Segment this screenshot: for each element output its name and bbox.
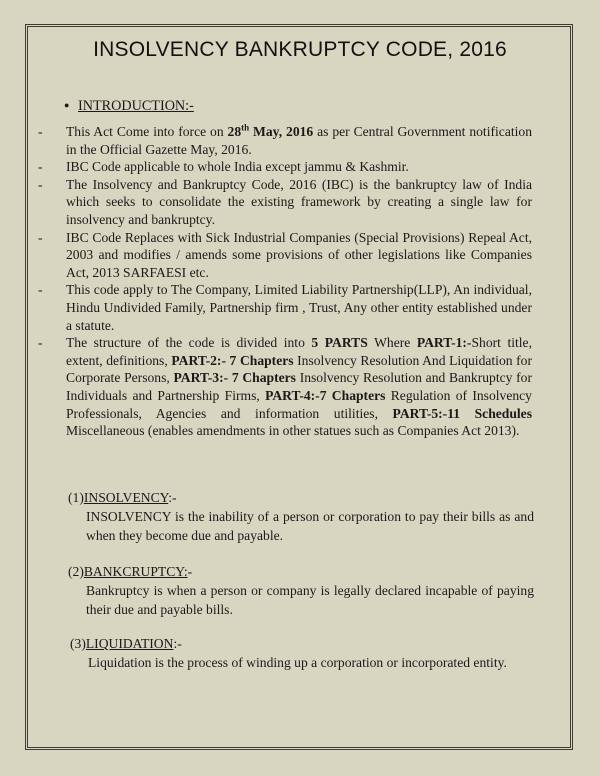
definition-number: (1) <box>68 490 84 505</box>
bullet-icon: ● <box>64 100 70 110</box>
item-text: The Insolvency and Bankruptcy Code, 2016 (IBC) is the bankruptcy law of India which seeks to consolidate the existing framework by creating a single law for insolvency and bankruptcy. <box>66 176 532 227</box>
definition-suffix: :- <box>168 490 177 505</box>
definition-term: LIQUIDATION <box>85 636 174 651</box>
list-item: - IBC Code Replaces with Sick Industrial Companies (Special Provisions) Repeal Act, 2003 and modifies / amends some provisions of other legislations like Companies Act, 2013 SARFAESI etc. <box>38 229 532 280</box>
definition-text: Liquidation is the process of winding up a corporation or incorporated entity. <box>88 655 507 670</box>
item-text: Short title, extent, definitions, <box>66 335 532 368</box>
definition-suffix: - <box>187 564 193 579</box>
intro-heading-label: INTRODUCTION:- <box>78 98 194 114</box>
introduction-list <box>34 123 532 440</box>
definition-number: (2) <box>68 564 84 579</box>
item-text: Regulation of Insolvency Professionals, Agencies and information utilities, <box>66 387 532 421</box>
list-item: - This code apply to The Company, Limited Liability Partnership(LLP), An individual, Hindu Undivided Family, Partnership firm , Trust, Any other entity established under a statute. <box>38 282 532 333</box>
item-text: Insolvency Resolution And Liquidation for Corporate Persons, <box>66 352 532 386</box>
item-bold: PART-3:- 7 Chapters <box>173 370 296 386</box>
document-title: INSOLVENCY BANKRUPTCY CODE, 2016 <box>93 38 507 61</box>
item-text: as per Central Government notification in the Official Gazette May, 2016. <box>66 124 532 157</box>
item-text: Miscellaneous (enables amendments in other statues such as Companies Act 2013). <box>66 423 520 439</box>
item-bold: PART-1:- <box>416 335 472 351</box>
item-date-month: May, 2016 <box>249 124 314 139</box>
item-date-sup: th <box>241 122 250 133</box>
definition-term: BANKCRUPTCY: <box>83 564 188 579</box>
definition-insolvency <box>68 488 534 545</box>
item-bold: PART-5:-11 Schedules <box>392 405 533 421</box>
definition-bankruptcy <box>68 562 534 619</box>
definition-number: (3) <box>70 636 86 651</box>
item-bold: PART-4:-7 Chapters <box>265 387 386 403</box>
list-item: - The Insolvency and Bankruptcy Code, 2016 (IBC) is the bankruptcy law of India which seeks to consolidate the existing framework by creating a single law for insolvency and bankruptcy. <box>38 176 532 227</box>
list-item: - The structure of the code is divided into 5 PARTS Where PART-1:-Short title, extent, definitions, PART-2:- 7 Chapters Insolvency Resolution And Liquidation for Corporate Persons, PART-3:- 7 Chapters Insolvency Resolution and Bankruptcy for Individuals and Partnership Firms, PART-4:-7 Chapters Regulation of Insolvency Professionals, Agencies and information utilities, PART-5:-11 Schedules Miscellaneous (enables amendments in other statues such as Companies Act 2013). <box>38 335 533 439</box>
item-bold: PART-2:- 7 Chapters <box>171 352 294 368</box>
item-text: Where <box>367 335 417 351</box>
list-item: - This Act Come into force on 28th May, 2016 as per Central Government notification in the Official Gazette May, 2016. <box>38 122 532 157</box>
list-item: - IBC Code applicable to whole India except jammu & Kashmir. <box>38 159 409 175</box>
definition-suffix: :- <box>173 636 182 651</box>
item-text: The structure of the code is divided into <box>66 335 312 351</box>
item-text: IBC Code Replaces with Sick Industrial Companies (Special Provisions) Repeal Act, 2003 and modifies / amends some provisions of other legislations like Companies Act, 2013 SARFAESI etc. <box>66 229 532 280</box>
item-text: IBC Code applicable to whole India except jammu & Kashmir. <box>66 159 409 175</box>
definition-term: INSOLVENCY <box>83 490 169 505</box>
definition-text: INSOLVENCY is the inability of a person or corporation to pay their bills as and when they become due and payable. <box>86 509 534 543</box>
definition-liquidation <box>70 634 536 672</box>
item-date-day: 28 <box>227 124 242 139</box>
intro-heading <box>64 98 194 115</box>
item-text: This code apply to The Company, Limited Liability Partnership(LLP), An individual, Hindu Undivided Family, Partnership firm , Trust, Any other entity established under a statute. <box>66 282 532 333</box>
item-bold: 5 PARTS <box>311 335 368 351</box>
definition-text: Bankruptcy is when a person or company is legally declared incapable of paying their due and payable bills. <box>86 583 534 617</box>
item-text: Insolvency Resolution and Bankruptcy for Individuals and Partnership Firms, <box>66 370 533 403</box>
item-text: This Act Come into force on <box>66 124 228 139</box>
